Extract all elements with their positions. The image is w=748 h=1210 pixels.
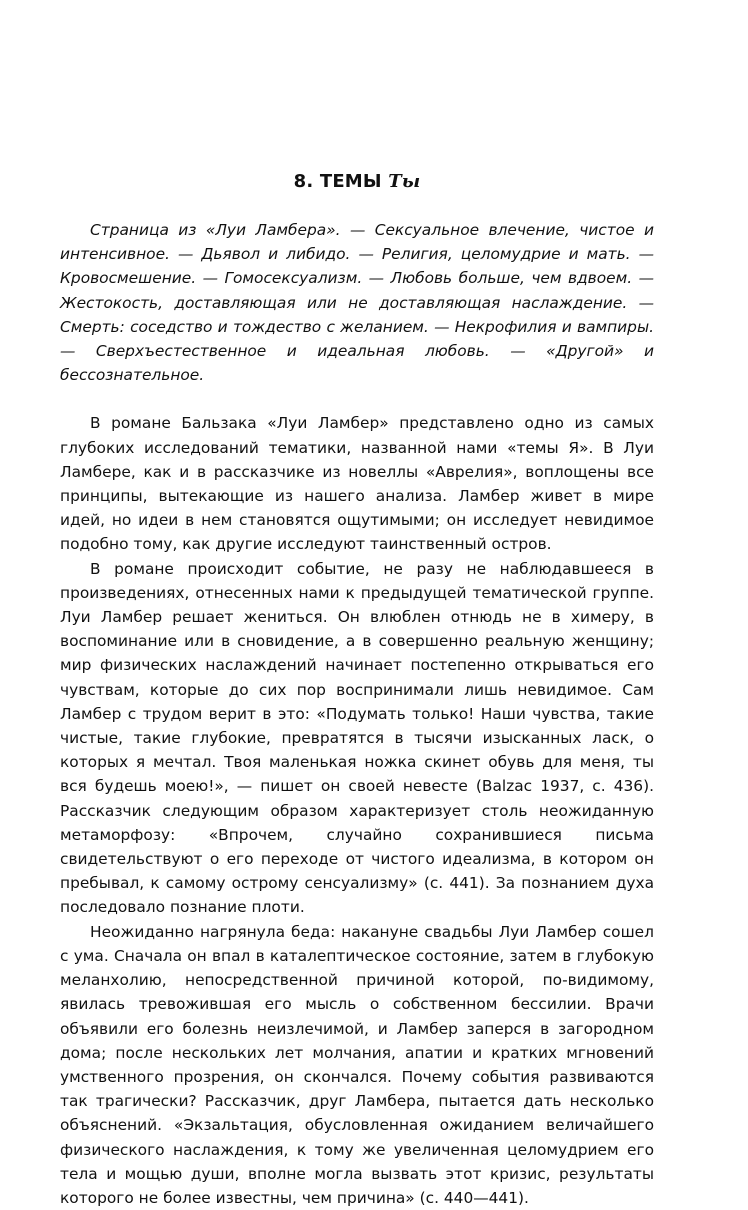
chapter-number-and-title: 8. ТЕМЫ — [293, 171, 382, 192]
body-paragraph-1: В романе Бальзака «Луи Ламбер» представлено одно из самых глубоких исследований тематики, названной нами «темы Я». В Луи Ламбере, как и в рассказчике из новеллы «Аврелия», воплощены все принципы, вытекающие из нашего анализа. Ламбер живет в мире идей, но идеи в нем становятся ощутимыми; он исследует невидимое подобно тому, как другие исследуют таинственный остров. — [60, 414, 654, 554]
book-page — [60, 170, 654, 1210]
chapter-abstract: Страница из «Луи Ламбера». — Сексуальное влечение, чистое и интенсивное. — Дьявол и либидо. — Религия, целомудрие и мать. — Кровосмешение. — Гомосексуализм. — Любовь больше, чем вдвоем. — Жестокость, доставляющая или не доставляющая наслаждение. — Смерть: соседство и тождество с желанием. — Некрофилия и вампиры. — Сверхъестественное и идеальная любовь. — «Другой» и бессознательное. — [60, 221, 654, 385]
body-paragraph-3: Неожиданно нагрянула беда: накануне свадьбы Луи Ламбер сошел с ума. Сначала он впал в каталептическое состояние, затем в глубокую меланхолию, непосредственной причиной которой, по-видимому, явилась тревожившая его мысль о собственном бессилии. Врачи объявили его болезнь неизлечимой, и Ламбер заперся в загородном дома; после нескольких лет молчания, апатии и кратких мгновений умственного прозрения, он скончался. Почему события развиваются так трагически? Рассказчик, друг Ламбера, пытается дать несколько объяснений. «Экзальтация, обусловленная ожиданием величайшего физического наслаждения, к тому же увеличенная целомудрием его тела и мощью души, вполне могла вызвать этот кризис, результаты которого не более известны, чем причина» (с. 440—441). — [60, 922, 654, 1207]
chapter-title-italic: Ты — [388, 171, 421, 192]
chapter-title — [60, 170, 654, 194]
body-paragraph-2: В романе происходит событие, не разу не наблюдавшееся в произведениях, отнесенных нами к предыдущей тематической группе. Луи Ламбер решает жениться. Он влюблен отнюдь не в химеру, в воспоминание или в сновидение, а в совершенно реальную женщину; мир физических наслаждений начинает постепенно открываться его чувствам, которые до сих пор воспринимали лишь невидимое. Сам Ламбер с трудом верит в это: «Подумать только! Наши чувства, такие чистые, такие глубокие, превратятся в тысячи изысканных ласк, о которых я мечтал. Твоя маленькая ножка скинет обувь для меня, ты вся будешь моею!», — пишет он своей невесте (Balzac 1937, с. 436). Рассказчик следующим образом характеризует столь неожиданную метаморфозу: «Впрочем, случайно сохранившиеся письма свидетельствуют о его переходе от чистого идеализма, в котором он пребывал, к самому острому сенсуализму» (с. 441). За познанием духа последовало познание плоти. — [60, 559, 654, 917]
